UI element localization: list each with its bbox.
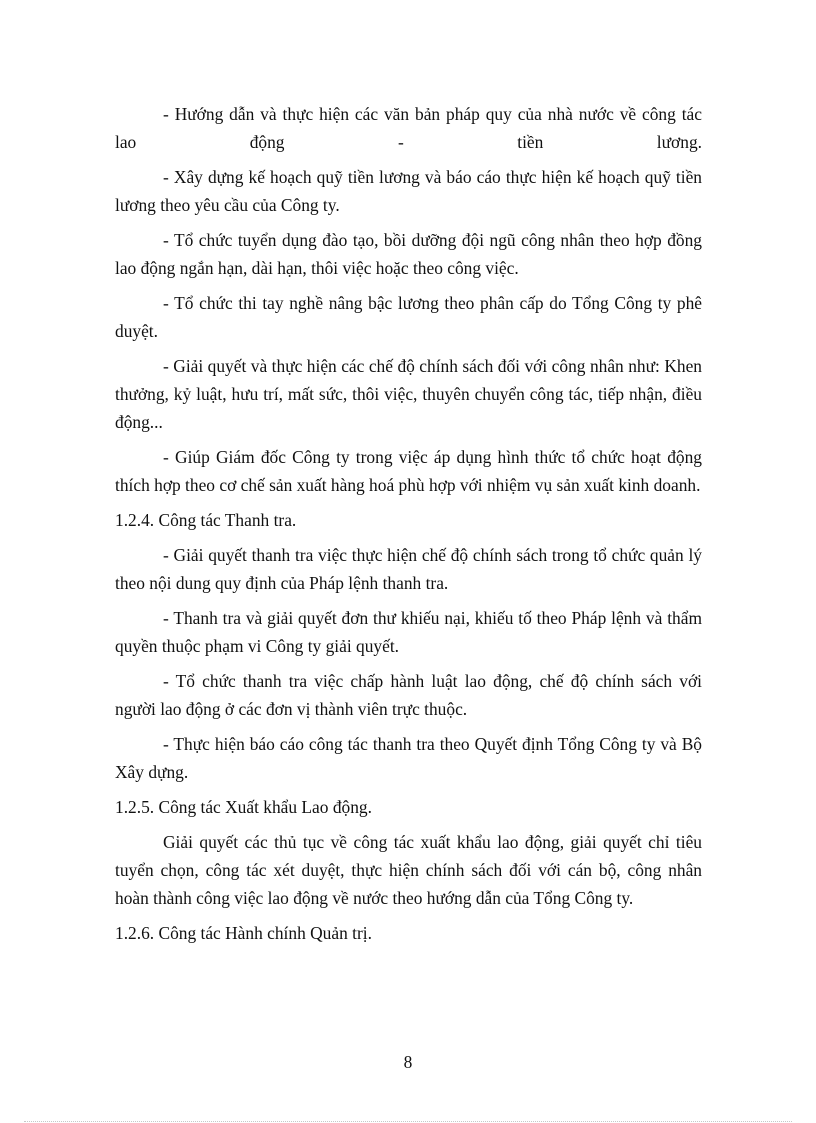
paragraph-worker-policies: - Giải quyết và thực hiện các chế độ chính sách đối với công nhân như: Khen thưởng, kỷ luật, hưu trí, mất sức, thôi việc, thuyên chuyển công tác, tiếp nhận, điều động... [115,356,702,432]
section-heading-labor-export: 1.2.5. Công tác Xuất khẩu Lao động. [115,797,372,817]
section-heading-inspection: 1.2.4. Công tác Thanh tra. [115,510,297,530]
paragraph-skill-grade-exam: - Tổ chức thi tay nghề nâng bậc lương theo phân cấp do Tổng Công ty phê duyệt. [115,293,702,341]
paragraph-complaints: - Thanh tra và giải quyết đơn thư khiếu nại, khiếu tố theo Pháp lệnh và thẩm quyền thuộc phạm vi Công ty giải quyết. [115,608,702,656]
paragraph-wage-fund-plan: - Xây dựng kế hoạch quỹ tiền lương và báo cáo thực hiện kế hoạch quỹ tiền lương theo yêu cầu của Công ty. [115,167,702,215]
page-bottom-divider [24,1121,792,1122]
page-number: 8 [403,1052,413,1072]
section-heading-administration: 1.2.6. Công tác Hành chính Quản trị. [115,923,372,943]
paragraph-inspection-report: - Thực hiện báo cáo công tác thanh tra theo Quyết định Tổng Công ty và Bộ Xây dựng. [115,734,702,782]
page-body [115,100,702,954]
paragraph-labor-export-procedures: Giải quyết các thủ tục về công tác xuất khẩu lao động, giải quyết chỉ tiêu tuyển chọn, công tác xét duyệt, thực hiện chính sách đối với cán bộ, công nhân hoàn thành công việc lao động về nước theo hướng dẫn của Tổng Công ty. [115,832,702,908]
paragraph-recruitment-training: - Tổ chức tuyển dụng đào tạo, bồi dưỡng đội ngũ công nhân theo hợp đồng lao động ngắn hạn, dài hạn, thôi việc hoặc theo công việc. [115,230,702,278]
paragraph-labor-wage-guidance: - Hướng dẫn và thực hiện các văn bản pháp quy của nhà nước về công tác lao động - tiền lương. [115,104,702,152]
paragraph-assist-director: - Giúp Giám đốc Công ty trong việc áp dụng hình thức tổ chức hoạt động thích hợp theo cơ chế sản xuất hàng hoá phù hợp với nhiệm vụ sản xuất kinh doanh. [115,447,702,495]
paragraph-policy-inspection: - Giải quyết thanh tra việc thực hiện chế độ chính sách trong tổ chức quản lý theo nội dung quy định của Pháp lệnh thanh tra. [115,545,702,593]
paragraph-labor-law-inspection: - Tổ chức thanh tra việc chấp hành luật lao động, chế độ chính sách với người lao động ở các đơn vị thành viên trực thuộc. [115,671,702,719]
